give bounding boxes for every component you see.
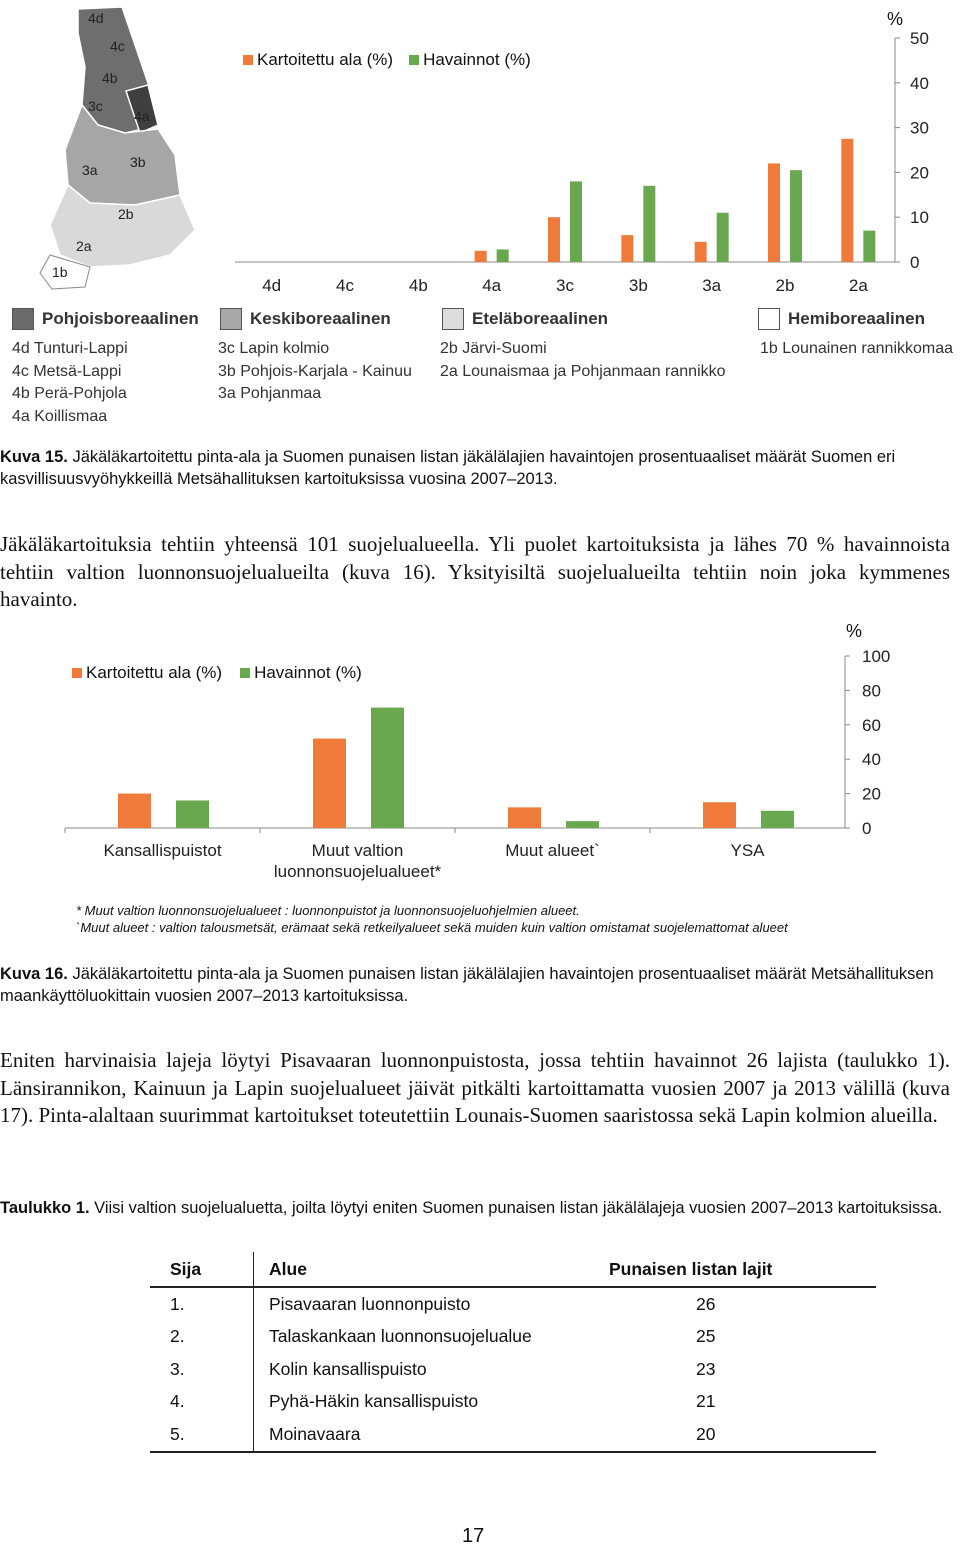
x-tick-label: 4b — [408, 276, 428, 295]
zone-title-text-1: Keskiboreaalinen — [250, 309, 391, 328]
y-tick-label: 20 — [910, 163, 929, 183]
bar-observations — [371, 708, 404, 828]
zone-list-1 — [218, 338, 412, 406]
bar-observations — [863, 231, 875, 262]
y-tick-label: 20 — [862, 784, 881, 804]
body-paragraph-1: Jäkäläkartoituksia tehtiin yhteensä 101 suojelualueella. Yli puolet kartoituksista ja lähes 70 % havainnoista tehtiin valtion luonnonsuojelualueilta (kuva 16). Yksityisiltä suojelualueilta tehtiin noin joka kymmenes havainto. — [0, 532, 950, 611]
zone-item: 4b Perä-Pohjola — [12, 385, 127, 402]
table-cell-area: Talaskankaan luonnonsuojelualue — [269, 1326, 532, 1347]
table-cell-area: Moinavaara — [269, 1423, 361, 1444]
x-tick-label: 3a — [702, 276, 722, 295]
body-paragraph-2: Eniten harvinaisia lajeja löytyi Pisavaaran luonnonpuistosta, jossa tehtiin havainnot 26 lajista (taulukko 1). Länsirannikon, Kainuun ja Lapin suojelualueet jäivät pitkälti kartoittamatta vuosien 2007 ja 2013 välillä (kuva 17). Pinta-alaltaan suurimmat kartoitukset toteutettiin Lounais-Suomen saaristossa sekä Lapin kolmion alueilla. — [0, 1048, 950, 1127]
bar-area — [621, 235, 633, 262]
x-tick-label: 3c — [556, 276, 574, 295]
table-header-rank: Sija — [150, 1252, 254, 1287]
y-tick-label: 0 — [910, 253, 920, 272]
zone-item: 3c Lapin kolmio — [218, 340, 330, 357]
table-cell-rank: 3. — [150, 1353, 254, 1386]
zone-swatch-1 — [220, 308, 242, 330]
y-tick-label: 50 — [910, 29, 929, 48]
table-cell-area: Pisavaaran luonnonpuisto — [269, 1293, 471, 1314]
table-caption-label: Taulukko 1. — [0, 1199, 90, 1217]
svg-text:3a: 3a — [82, 162, 98, 178]
zone-item: 4c Metsä-Lappi — [12, 362, 122, 380]
bar-area — [703, 802, 736, 828]
svg-text:2a: 2a — [76, 238, 92, 254]
x-tick-label: Muut valtion — [311, 841, 404, 860]
table-cell-rank: 4. — [150, 1386, 254, 1419]
zone-swatch-2 — [442, 308, 464, 330]
bar-observations — [790, 170, 802, 262]
svg-text:4a: 4a — [134, 108, 150, 124]
y-tick-label: 40 — [862, 750, 881, 770]
y-tick-label: 0 — [862, 819, 872, 838]
chart16-footnote-2: `Muut alueet : valtion talousmetsät, erämaat sekä retkeilyalueet sekä muiden kuin valtion omistamat suojelemattomat alueet — [76, 920, 788, 935]
table-cell-count: 21 — [696, 1391, 716, 1412]
table-cell-count: 20 — [696, 1423, 716, 1444]
caption-label: Kuva 16. — [0, 965, 68, 983]
zone-title-2 — [442, 308, 608, 330]
y-tick-label: 30 — [910, 118, 929, 138]
zone-title-1 — [220, 308, 391, 330]
table-cell-rank: 1. — [150, 1287, 254, 1321]
table-row — [150, 1386, 876, 1419]
caption-text: Jäkäläkartoitettu pinta-ala ja Suomen punaisen listan jäkälälajien havaintojen prosentuaaliset määrät Metsähallituksen maankäyttöluokittain vuosien 2007–2013 kartoituksissa. — [0, 965, 934, 1005]
zone-list-2 — [440, 338, 726, 383]
table-row — [150, 1353, 876, 1386]
legend-label-s1: Kartoitettu ala (%) — [86, 663, 223, 682]
zone-item: 4d Tunturi-Lappi — [12, 340, 128, 357]
y-tick-label: 10 — [910, 208, 929, 228]
chart15-bars — [225, 20, 945, 300]
table-row — [150, 1287, 876, 1321]
zone-item: 3a Pohjanmaa — [218, 385, 322, 402]
table-1 — [150, 1252, 876, 1453]
zone-list-0 — [12, 338, 128, 428]
table-cell-rank: 5. — [150, 1418, 254, 1452]
svg-text:2b: 2b — [118, 206, 134, 222]
bar-observations — [176, 800, 209, 828]
zone-item: 1b Lounainen rannikkomaa — [760, 340, 954, 357]
zone-swatch-0 — [12, 308, 34, 330]
chart16-y-unit: % — [846, 621, 863, 641]
legend-label-s2: Havainnot (%) — [254, 663, 362, 682]
x-tick-label: Kansallispuistot — [103, 841, 222, 860]
table-cell-count: 23 — [696, 1358, 716, 1379]
table-cell-area: Pyhä-Häkin kansallispuisto — [269, 1391, 479, 1412]
chart16-bars — [55, 640, 905, 890]
x-tick-label: 3b — [628, 276, 648, 295]
zone-item: 3b Pohjois-Karjala - Kainuu — [218, 362, 412, 380]
y-tick-label: 100 — [862, 647, 891, 666]
table-cell-area: Kolin kansallispuisto — [269, 1358, 427, 1379]
page-number: 17 — [462, 1525, 485, 1547]
table-row — [150, 1321, 876, 1354]
bar-observations — [497, 249, 509, 262]
bar-observations — [717, 213, 729, 262]
zone-item: 2a Lounaismaa ja Pohjanmaan rannikko — [440, 362, 726, 380]
x-tick-label: 2b — [775, 276, 795, 295]
legend-label-s2: Havainnot (%) — [423, 50, 531, 69]
chart16-footnote-1: * Muut valtion luonnonsuojelualueet : luonnonpuistot ja luonnonsuojeluohjelmien alueet. — [76, 903, 580, 918]
bar-area — [475, 251, 487, 262]
svg-text:4d: 4d — [88, 10, 104, 26]
svg-text:3b: 3b — [130, 154, 146, 170]
zone-title-text-2: Eteläboreaalinen — [472, 309, 609, 328]
bar-area — [841, 139, 853, 262]
bar-area — [695, 242, 707, 262]
svg-text:3c: 3c — [88, 98, 103, 114]
caption-text: Jäkäläkartoitettu pinta-ala ja Suomen punaisen listan jäkälälajien havaintojen prosentuaaliset määrät Suomen eri kasvillisuusvyöhykkeillä Metsähallituksen kartoituksissa vuosina 2007–2013. — [0, 448, 896, 488]
zone-list-3 — [760, 338, 953, 361]
x-tick-label: Muut alueet` — [505, 841, 600, 860]
table-row — [150, 1418, 876, 1452]
bar-area — [313, 739, 346, 828]
bar-observations — [643, 186, 655, 262]
x-tick-label: 4d — [262, 276, 282, 295]
y-tick-label: 60 — [862, 715, 881, 735]
x-tick-label: 4c — [336, 276, 354, 295]
x-tick-label: 2a — [848, 276, 868, 295]
table-cell-count: 25 — [696, 1326, 716, 1347]
caption-figure-15 — [0, 446, 952, 490]
chart15-y-unit: % — [887, 9, 904, 29]
finland-zone-map — [30, 5, 230, 295]
bar-area — [768, 163, 780, 262]
table-header-row — [150, 1252, 876, 1287]
zone-item: 4a Koillismaa — [12, 407, 108, 425]
x-tick-label: 4a — [482, 276, 502, 295]
y-tick-label: 80 — [862, 681, 881, 701]
zone-title-text-3: Hemiboreaalinen — [788, 309, 925, 328]
legend-label-s1: Kartoitettu ala (%) — [257, 50, 394, 69]
zone-title-text-0: Pohjoisboreaalinen — [42, 309, 199, 328]
table-header-species: Punaisen listan lajit — [609, 1258, 773, 1279]
table-cell-rank: 2. — [150, 1321, 254, 1354]
bar-area — [548, 217, 560, 262]
zone-title-0 — [12, 308, 199, 330]
caption-label: Kuva 15. — [0, 448, 68, 466]
table-cell-count: 26 — [696, 1293, 716, 1314]
bar-area — [118, 794, 151, 828]
zone-title-3 — [758, 308, 925, 330]
bar-observations — [570, 181, 582, 262]
x-tick-label: YSA — [730, 841, 765, 860]
bar-observations — [566, 821, 599, 828]
zone-swatch-3 — [758, 308, 780, 330]
table-caption-text: Viisi valtion suojelualuetta, joilta löytyi eniten Suomen punaisen listan jäkälälajeja vuosien 2007–2013 kartoituksissa. — [89, 1199, 943, 1217]
bar-area — [508, 807, 541, 828]
svg-text:1b: 1b — [52, 264, 68, 280]
svg-text:4c: 4c — [110, 38, 125, 54]
bar-observations — [761, 811, 794, 828]
zone-item: 2b Järvi-Suomi — [440, 340, 547, 357]
x-tick-label: luonnonsuojelualueet* — [273, 862, 442, 881]
table-header-area: Alue — [269, 1258, 307, 1279]
caption-figure-16 — [0, 963, 952, 1007]
svg-text:4b: 4b — [102, 70, 118, 86]
table-1-caption — [0, 1197, 952, 1219]
y-tick-label: 40 — [910, 73, 929, 93]
